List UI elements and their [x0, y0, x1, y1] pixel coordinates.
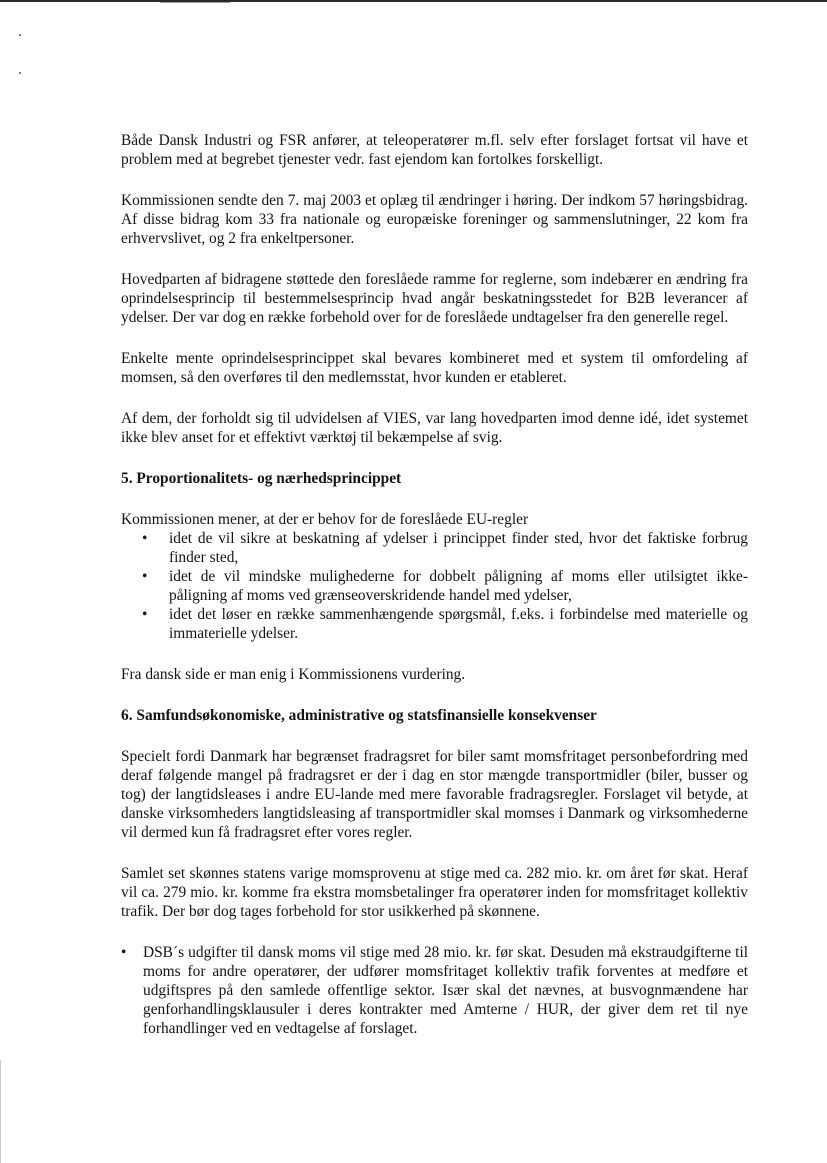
list-item-text: idet de vil mindske mulighederne for dobbelt påligning af moms eller utilsigtet ikke-påligning af moms ved grænseoverskridende handel med ydelser,	[169, 568, 748, 604]
list-item-text: idet de vil sikre at beskatning af ydelser i princippet finder sted, hvor det faktiske forbrug finder sted,	[169, 530, 748, 566]
list-item	[142, 529, 748, 567]
bullet-icon: •	[142, 530, 148, 547]
bullet-icon: •	[121, 944, 127, 961]
section-5-conclusion: Fra dansk side er man enig i Kommissionens vurdering.	[121, 666, 466, 683]
scan-top-artifact	[160, 2, 230, 3]
paragraph-vies: Af dem, der forholdt sig til udvidelsen af VIES, var lang hovedparten imod denne idé, idet systemet ikke blev anset for et effektivt værktøj til bekæmpelse af svig.	[121, 410, 748, 446]
scan-top-border	[0, 0, 827, 2]
list-item-text: idet det løser en række sammenhængende spørgsmål, f.eks. i forbindelse med materielle og immaterielle ydelser.	[169, 606, 748, 642]
section-5-heading: 5. Proportionalitets- og nærhedsprincippet	[121, 470, 402, 487]
list-item	[142, 605, 748, 643]
list-item	[142, 567, 748, 605]
paragraph-origin-principle: Enkelte mente oprindelsesprincippet skal bevares kombineret med et system til omfordeling af momsen, så den overføres til den medlemsstat, hvor kunden er etableret.	[121, 350, 748, 386]
paragraph-telecom-operators: Både Dansk Industri og FSR anfører, at teleoperatører m.fl. selv efter forslaget fortsat vil have et problem med at begrebet tjenester vedr. fast ejendom kan fortolkes forskelligt.	[121, 132, 748, 168]
section-6-heading: 6. Samfundsøkonomiske, administrative og statsfinansielle konsekvenser	[121, 707, 597, 724]
list-item	[121, 943, 748, 1038]
paragraph-consultation: Kommissionen sendte den 7. maj 2003 et oplæg til ændringer i høring. Der indkom 57 høringsbidrag. Af disse bidrag kom 33 fra nationale og europæiske foreninger og sammenslutninger, 22 kom fra erhvervslivet, og 2 fra enkeltpersoner.	[121, 192, 748, 247]
document-body	[121, 131, 748, 1038]
bullet-icon: •	[142, 606, 148, 623]
section-6-paragraph-revenue: Samlet set skønnes statens varige momsprovenu at stige med ca. 282 mio. kr. om året før skat. Heraf vil ca. 279 mio. kr. komme fra ekstra momsbetalinger fra operatører inden for momsfritaget kollektiv trafik. Der bør dog tages forbehold for stor usikkerhed på skønnene.	[121, 865, 748, 920]
section-6-bullet-list	[121, 943, 748, 1038]
section-6-paragraph-leasing: Specielt fordi Danmark har begrænset fradragsret for biler samt momsfritaget personbefordring med deraf følgende mangel på fradragsret er der i dag en stor mængde transportmidler (biler, busser og tog) der langtidsleases i andre EU-lande med mere favorable fradragsregler. Forslaget vil betyde, at danske virksomheders langtidsleasing af transportmidler skal momses i Danmark og virksomhederne vil dermed kun få fradragsret efter vores regler.	[121, 748, 748, 841]
paragraph-majority-support: Hovedparten af bidragene støttede den foreslåede ramme for reglerne, som indebærer en ændring fra oprindelsesprincip til bestemmelsesprincip hvad angår beskatningsstedet for B2B leverancer af ydelser. Der var dog en række forbehold over for de foreslåede undtagelser fra den generelle regel.	[121, 271, 748, 326]
scan-speck	[19, 34, 21, 36]
scan-edge-mark	[0, 1060, 1, 1163]
bullet-icon: •	[142, 568, 148, 585]
scan-speck	[19, 72, 21, 74]
section-5-bullet-list	[142, 529, 748, 643]
list-item-text: DSB´s udgifter til dansk moms vil stige med 28 mio. kr. før skat. Desuden må ekstraudgifterne til moms for andre operatører, der udfører momsfritaget kollektiv trafik forventes at medføre et udgiftspres på den samlede offentlige sektor. Især skal det nævnes, at busvognmændene har genforhandlingsklausuler i deres kontrakter med Amterne / HUR, der giver dem ret til nye forhandlinger ved en vedtagelse af forslaget.	[143, 944, 748, 1037]
section-5-intro: Kommissionen mener, at der er behov for de foreslåede EU-regler	[121, 511, 529, 528]
